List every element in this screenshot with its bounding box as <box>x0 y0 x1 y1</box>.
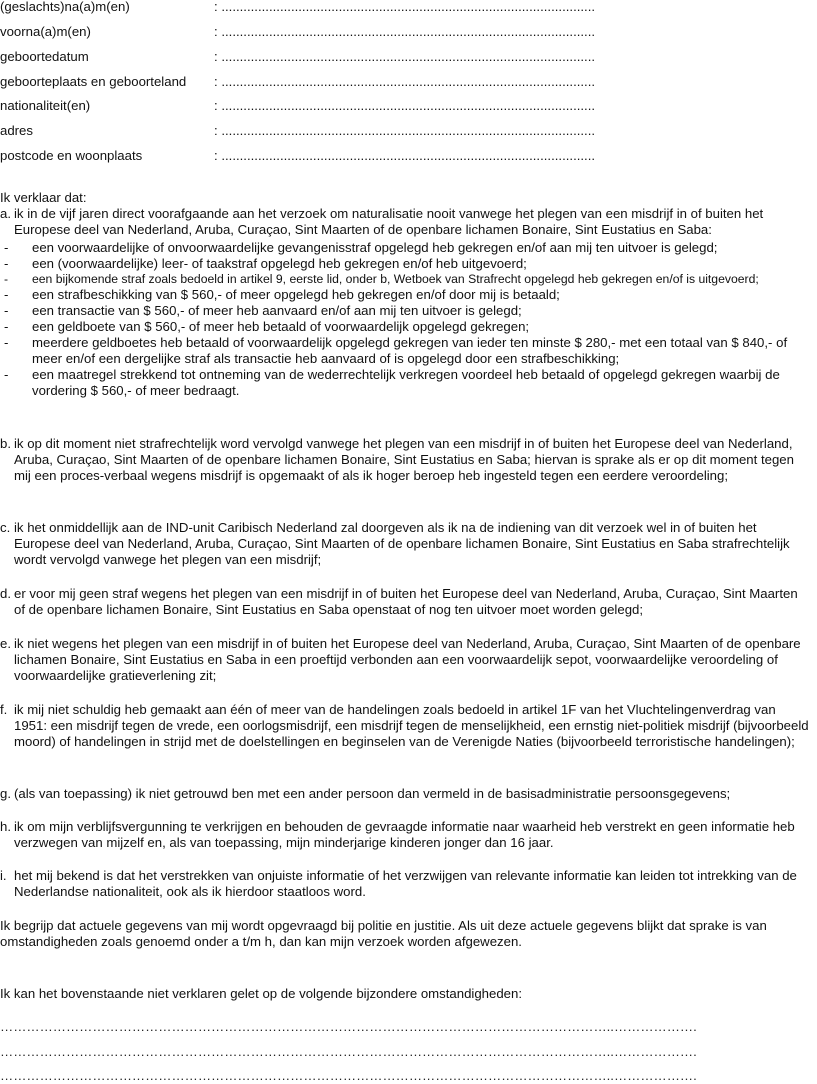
list-item-text: een strafbeschikking van $ 560,- of meer opgelegd heb gekregen en/of door mij is betaald; <box>32 287 560 302</box>
dash-bullet: - <box>4 335 9 350</box>
item-text: ik op dit moment niet strafrechtelijk word vervolgd vanwege het plegen van een misdrijf in of buiten het Europese deel van Nederland, Aruba, Curaçao, Sint Maarten of de openbare lichamen Bonaire, Sint Eustatius en Saba; hiervan is sprake als er op dit moment tegen mij een proces-verbaal wegens misdrijf is opgemaakt of als ik hoger beroep heb ingesteld tegen een eerdere veroordeling; <box>14 436 794 483</box>
item-marker: f. <box>0 702 8 717</box>
item-marker: c. <box>0 520 11 535</box>
postcode-city-fill-line[interactable]: : ...................................................................................................... <box>214 148 596 163</box>
item-text: ik om mijn verblijfsvergunning te verkrijgen en behouden de gevraagde informatie naar waarheid heb verstrekt en geen informatie heb verzwegen van mijzelf en, als van toepassing, mijn minderjarige kinderen jonger dan 16 jaar. <box>14 819 795 850</box>
list-item-text: een bijkomende straf zoals bedoeld in artikel 9, eerste lid, onder b, Wetboek van Strafrecht opgelegd heb gekregen en/of is uitgevoerd; <box>32 272 759 286</box>
item-text: er voor mij geen straf wegens het plegen van een misdrijf in of buiten het Europese deel van Nederland, Aruba, Curaçao, Sint Maarten of de openbare lichamen Bonaire, Sint Eustatius en Saba openstaat of nog ten uitvoer moet worden gelegd; <box>14 586 798 617</box>
dash-bullet: - <box>4 240 9 255</box>
list-item-text: een maatregel strekkend tot ontneming van de wederrechtelijk verkregen voordeel heb betaald of opgelegd gekregen waarbij de vordering $ 560,- of meer bedraagt. <box>32 367 780 398</box>
item-text: ik niet wegens het plegen van een misdrijf in of buiten het Europese deel van Nederland, Aruba, Curaçao, Sint Maarten of de openbare lichamen Bonaire, Sint Eustatius en Saba in een proeftijd verbonden aan een voorwaardelijk sepot, voorwaardelijke veroordeling of voorwaardelijke gratieverlening zit; <box>14 636 801 683</box>
field-label: nationaliteit(en) <box>0 98 91 113</box>
dash-bullet: - <box>4 256 9 271</box>
list-item <box>0 335 812 367</box>
list-item <box>0 240 812 256</box>
list-item-text: een transactie van $ 560,- of meer heb aanvaard en/of aan mij ten uitvoer is gelegd; <box>32 303 522 318</box>
exception-answer-line[interactable]: …………………………………………………………………………………………………………………………..………………. <box>0 1019 697 1034</box>
list-item <box>0 256 812 272</box>
field-label: adres <box>0 123 33 138</box>
item-marker: e. <box>0 636 11 651</box>
birth-place-fill-line[interactable]: : ...................................................................................................... <box>214 74 596 89</box>
declaration-item-b <box>0 436 812 484</box>
declaration-item-e <box>0 636 812 684</box>
understanding-paragraph: Ik begrijp dat actuele gegevens van mij wordt opgevraagd bij politie en justitie. Als uit deze actuele gegevens blijkt dat sprake is van omstandigheden zoals genoemd onder a t/m h, dan kan mijn verzoek worden afgewezen. <box>0 918 767 949</box>
field-label: geboortedatum <box>0 49 89 64</box>
field-label: geboorteplaats en geboorteland <box>0 74 187 89</box>
given-names-fill-line[interactable]: : ...................................................................................................... <box>214 24 596 39</box>
item-marker: a. <box>0 206 11 221</box>
exception-answer-line[interactable]: …………………………………………………………………………………………………………………………..………………. <box>0 1068 697 1083</box>
declaration-intro: Ik verklaar dat: <box>0 190 87 205</box>
dash-bullet: - <box>4 319 9 334</box>
declaration-item-h <box>0 819 812 851</box>
list-item-text: meerdere geldboetes heb betaald of voorwaardelijk opgelegd gekregen van ieder ten minste $ 280,- met een totaal van $ 840,- of meer en/of een dergelijke straf als transactie heb aanvaard of is opgelegd door een strafbeschikking; <box>32 335 788 366</box>
item-marker: g. <box>0 786 11 801</box>
item-marker: i. <box>0 868 7 883</box>
dash-bullet: - <box>4 287 9 302</box>
list-item-text: een (voorwaardelijke) leer- of taakstraf opgelegd heb gekregen en/of heb uitgevoerd; <box>32 256 527 271</box>
item-marker: h. <box>0 819 11 834</box>
exception-prompt: Ik kan het bovenstaande niet verklaren gelet op de volgende bijzondere omstandigheden: <box>0 986 523 1001</box>
birth-date-fill-line[interactable]: : ...................................................................................................... <box>214 49 596 64</box>
field-label: postcode en woonplaats <box>0 148 143 163</box>
item-text: ik het onmiddellijk aan de IND-unit Caribisch Nederland zal doorgeven als ik na de indiening van dit verzoek wel in of buiten het Europese deel van Nederland, Aruba, Curaçao, Sint Maarten of de openbare lichamen Bonaire, Sint Eustatius en Saba strafrechtelijk wordt vervolgd vanwege het plegen van een misdrijf; <box>14 520 790 567</box>
item-a-sublist <box>0 240 812 399</box>
list-item <box>0 272 812 287</box>
item-marker: b. <box>0 436 11 451</box>
item-text: (als van toepassing) ik niet getrouwd ben met een ander persoon dan vermeld in de basisadministratie persoonsgegevens; <box>14 786 731 801</box>
item-text: ik mij niet schuldig heb gemaakt aan één of meer van de handelingen zoals bedoeld in artikel 1F van het Vluchtelingenverdrag van 1951: een misdrijf tegen de vrede, een oorlogsmisdrijf, een misdrijf tegen de menselijkheid, een ernstig niet-politiek misdrijf (bijvoorbeeld moord) of handelingen in strijd met de doelstellingen en beginselen van de Verenigde Naties (bijvoorbeeld terroristische handelingen); <box>14 702 809 749</box>
list-item <box>0 319 812 335</box>
exception-answer-line[interactable]: …………………………………………………………………………………………………………………………..………………. <box>0 1044 697 1059</box>
list-item <box>0 303 812 319</box>
declaration-item-a <box>0 206 812 238</box>
item-text: het mij bekend is dat het verstrekken van onjuiste informatie of het verzwijgen van relevante informatie kan leiden tot intrekking van de Nederlandse nationaliteit, ook als ik hierdoor staatloos word. <box>14 868 797 899</box>
declaration-item-c <box>0 520 812 568</box>
list-item-text: een geldboete van $ 560,- of meer heb betaald of voorwaardelijk opgelegd gekregen; <box>32 319 530 334</box>
list-item <box>0 287 812 303</box>
field-label: voorna(a)m(en) <box>0 24 91 39</box>
declaration-item-g <box>0 786 812 802</box>
declaration-item-d <box>0 586 812 618</box>
list-item-text: een voorwaardelijke of onvoorwaardelijke gevangenisstraf opgelegd heb gekregen en/of aan mij ten uitvoer is gelegd; <box>32 240 718 255</box>
surname-fill-line[interactable]: : ...................................................................................................... <box>214 0 596 14</box>
declaration-item-f <box>0 702 812 750</box>
nationality-fill-line[interactable]: : ...................................................................................................... <box>214 98 596 113</box>
field-label: (geslachts)na(a)m(en) <box>0 0 130 14</box>
dash-bullet: - <box>4 367 9 382</box>
item-text: ik in de vijf jaren direct voorafgaande aan het verzoek om naturalisatie nooit vanwege het plegen van een misdrijf in of buiten het Europese deel van Nederland, Aruba, Curaçao, Sint Maarten of de openbare lichamen Bonaire, Sint Eustatius en Saba: <box>14 206 764 237</box>
item-marker: d. <box>0 586 11 601</box>
dash-bullet: - <box>4 303 9 318</box>
list-item <box>0 367 812 399</box>
dash-bullet: - <box>4 272 9 286</box>
declaration-item-i <box>0 868 812 900</box>
address-fill-line[interactable]: : ...................................................................................................... <box>214 123 596 138</box>
